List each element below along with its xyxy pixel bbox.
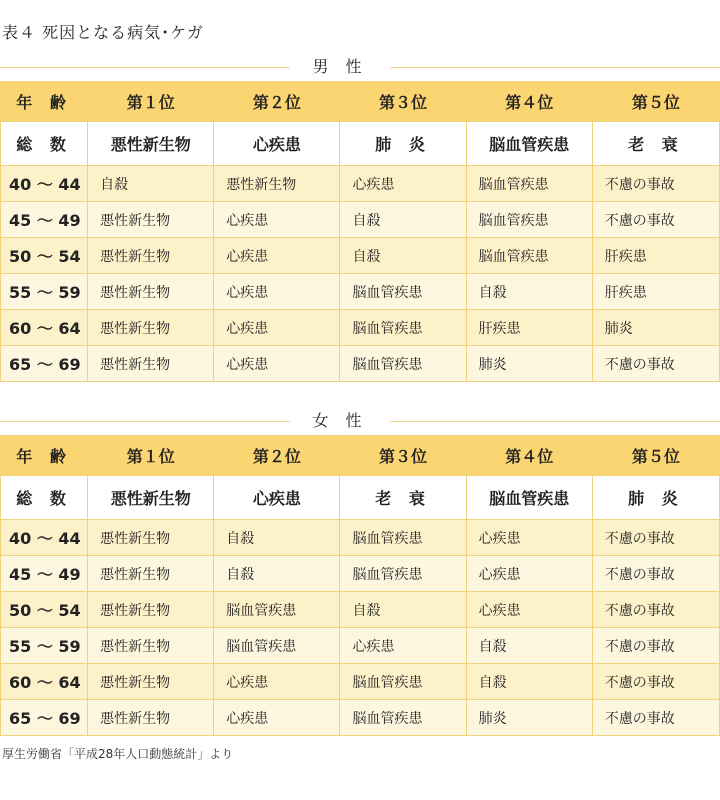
cause-cell: 心疾患 xyxy=(214,700,340,736)
cause-cell: 脳血管疾患 xyxy=(340,556,466,592)
table-row xyxy=(1,628,720,664)
table-cell: 悪性新生物 xyxy=(88,476,214,520)
age-range-cell: 40 ～ 44 xyxy=(1,166,88,202)
table-cell: 脳血管疾患 xyxy=(466,122,592,166)
cause-cell: 悪性新生物 xyxy=(214,166,340,202)
cause-cell: 悪性新生物 xyxy=(88,592,214,628)
age-range-cell: 55 ～ 59 xyxy=(1,628,88,664)
header-age: 年 齢 xyxy=(1,436,88,476)
cause-cell: 自殺 xyxy=(340,238,466,274)
cause-cell: 脳血管疾患 xyxy=(340,274,466,310)
cause-cell: 不慮の事故 xyxy=(592,166,719,202)
age-range-cell: 60 ～ 64 xyxy=(1,664,88,700)
page-title: 表４ 死因となる病気･ケガ xyxy=(2,23,204,42)
cause-cell: 自殺 xyxy=(340,202,466,238)
cause-cell: 悪性新生物 xyxy=(88,202,214,238)
age-range-cell: 45 ～ 49 xyxy=(1,202,88,238)
header-rank-3: 第３位 xyxy=(340,436,466,476)
cause-cell: 脳血管疾患 xyxy=(466,202,592,238)
cause-cell: 自殺 xyxy=(214,556,340,592)
cause-cell: 悪性新生物 xyxy=(88,664,214,700)
cause-cell: 不慮の事故 xyxy=(592,520,719,556)
cause-cell: 不慮の事故 xyxy=(592,700,719,736)
header-rank-4: 第４位 xyxy=(466,82,592,122)
cause-cell: 肝疾患 xyxy=(466,310,592,346)
age-range-cell: 60 ～ 64 xyxy=(1,310,88,346)
table-cell: 心疾患 xyxy=(214,122,340,166)
cause-cell: 心疾患 xyxy=(340,628,466,664)
cause-cell: 自殺 xyxy=(340,592,466,628)
cause-cell: 心疾患 xyxy=(340,166,466,202)
cause-cell: 悪性新生物 xyxy=(88,628,214,664)
cause-cell: 肺炎 xyxy=(466,346,592,382)
source-note: 厚生労働省「平成28年人口動態統計」より xyxy=(2,747,234,761)
header-rank-1: 第１位 xyxy=(88,436,214,476)
male-label: 男 性 xyxy=(312,57,368,76)
total-label: 総 数 xyxy=(1,122,88,166)
cause-cell: 悪性新生物 xyxy=(88,310,214,346)
cause-cell: 脳血管疾患 xyxy=(340,700,466,736)
male-table xyxy=(0,81,720,382)
table-row xyxy=(1,166,720,202)
divider-line xyxy=(390,67,720,68)
female-table xyxy=(0,435,720,736)
cause-cell: 不慮の事故 xyxy=(592,592,719,628)
table-row xyxy=(1,274,720,310)
table-row xyxy=(1,202,720,238)
cause-cell: 心疾患 xyxy=(214,664,340,700)
divider-line xyxy=(390,421,720,422)
table-cell: 肺 炎 xyxy=(592,476,719,520)
cause-cell: 脳血管疾患 xyxy=(214,628,340,664)
age-range-cell: 65 ～ 69 xyxy=(1,346,88,382)
cause-cell: 脳血管疾患 xyxy=(340,520,466,556)
cause-cell: 肝疾患 xyxy=(592,274,719,310)
cause-cell: 悪性新生物 xyxy=(88,346,214,382)
cause-cell: 肺炎 xyxy=(592,310,719,346)
cause-cell: 心疾患 xyxy=(214,238,340,274)
table-row xyxy=(1,592,720,628)
table-cell: 悪性新生物 xyxy=(88,122,214,166)
cause-cell: 脳血管疾患 xyxy=(466,238,592,274)
male-section-label xyxy=(0,56,720,78)
cause-cell: 悪性新生物 xyxy=(88,274,214,310)
table-row xyxy=(1,664,720,700)
cause-cell: 心疾患 xyxy=(214,310,340,346)
age-range-cell: 55 ～ 59 xyxy=(1,274,88,310)
female-label: 女 性 xyxy=(312,411,368,430)
age-range-cell: 65 ～ 69 xyxy=(1,700,88,736)
header-rank-2: 第２位 xyxy=(214,82,340,122)
table-row xyxy=(1,556,720,592)
cause-cell: 脳血管疾患 xyxy=(466,166,592,202)
age-range-cell: 45 ～ 49 xyxy=(1,556,88,592)
table-row xyxy=(1,310,720,346)
table-header-row xyxy=(1,82,720,122)
cause-cell: 自殺 xyxy=(466,664,592,700)
cause-cell: 心疾患 xyxy=(214,274,340,310)
table-header-row xyxy=(1,436,720,476)
cause-cell: 不慮の事故 xyxy=(592,628,719,664)
total-label: 総 数 xyxy=(1,476,88,520)
cause-cell: 悪性新生物 xyxy=(88,700,214,736)
cause-cell: 心疾患 xyxy=(214,346,340,382)
table-cell: 老 衰 xyxy=(340,476,466,520)
cause-cell: 肝疾患 xyxy=(592,238,719,274)
female-section-label xyxy=(0,410,720,432)
age-range-cell: 50 ～ 54 xyxy=(1,238,88,274)
table-cell: 肺 炎 xyxy=(340,122,466,166)
cause-cell: 自殺 xyxy=(466,274,592,310)
table-cell: 老 衰 xyxy=(592,122,719,166)
cause-cell: 肺炎 xyxy=(466,700,592,736)
cause-cell: 不慮の事故 xyxy=(592,664,719,700)
total-row xyxy=(1,122,720,166)
cause-cell: 脳血管疾患 xyxy=(340,664,466,700)
cause-cell: 不慮の事故 xyxy=(592,556,719,592)
header-rank-4: 第４位 xyxy=(466,436,592,476)
cause-cell: 脳血管疾患 xyxy=(340,310,466,346)
cause-cell: 自殺 xyxy=(466,628,592,664)
cause-cell: 悪性新生物 xyxy=(88,556,214,592)
cause-cell: 脳血管疾患 xyxy=(340,346,466,382)
header-rank-3: 第３位 xyxy=(340,82,466,122)
cause-cell: 心疾患 xyxy=(466,592,592,628)
cause-cell: 心疾患 xyxy=(214,202,340,238)
cause-cell: 悪性新生物 xyxy=(88,520,214,556)
cause-cell: 自殺 xyxy=(88,166,214,202)
header-age: 年 齢 xyxy=(1,82,88,122)
age-range-cell: 50 ～ 54 xyxy=(1,592,88,628)
cause-cell: 不慮の事故 xyxy=(592,202,719,238)
cause-cell: 自殺 xyxy=(214,520,340,556)
table-row xyxy=(1,238,720,274)
cause-cell: 脳血管疾患 xyxy=(214,592,340,628)
header-rank-1: 第１位 xyxy=(88,82,214,122)
age-range-cell: 40 ～ 44 xyxy=(1,520,88,556)
table-row xyxy=(1,700,720,736)
header-rank-2: 第２位 xyxy=(214,436,340,476)
cause-cell: 不慮の事故 xyxy=(592,346,719,382)
header-rank-5: 第５位 xyxy=(592,436,719,476)
cause-cell: 悪性新生物 xyxy=(88,238,214,274)
table-cell: 心疾患 xyxy=(214,476,340,520)
header-rank-5: 第５位 xyxy=(592,82,719,122)
table-cell: 脳血管疾患 xyxy=(466,476,592,520)
divider-line xyxy=(0,67,290,68)
total-row xyxy=(1,476,720,520)
table-row xyxy=(1,520,720,556)
table-row xyxy=(1,346,720,382)
cause-cell: 心疾患 xyxy=(466,520,592,556)
cause-cell: 心疾患 xyxy=(466,556,592,592)
divider-line xyxy=(0,421,290,422)
